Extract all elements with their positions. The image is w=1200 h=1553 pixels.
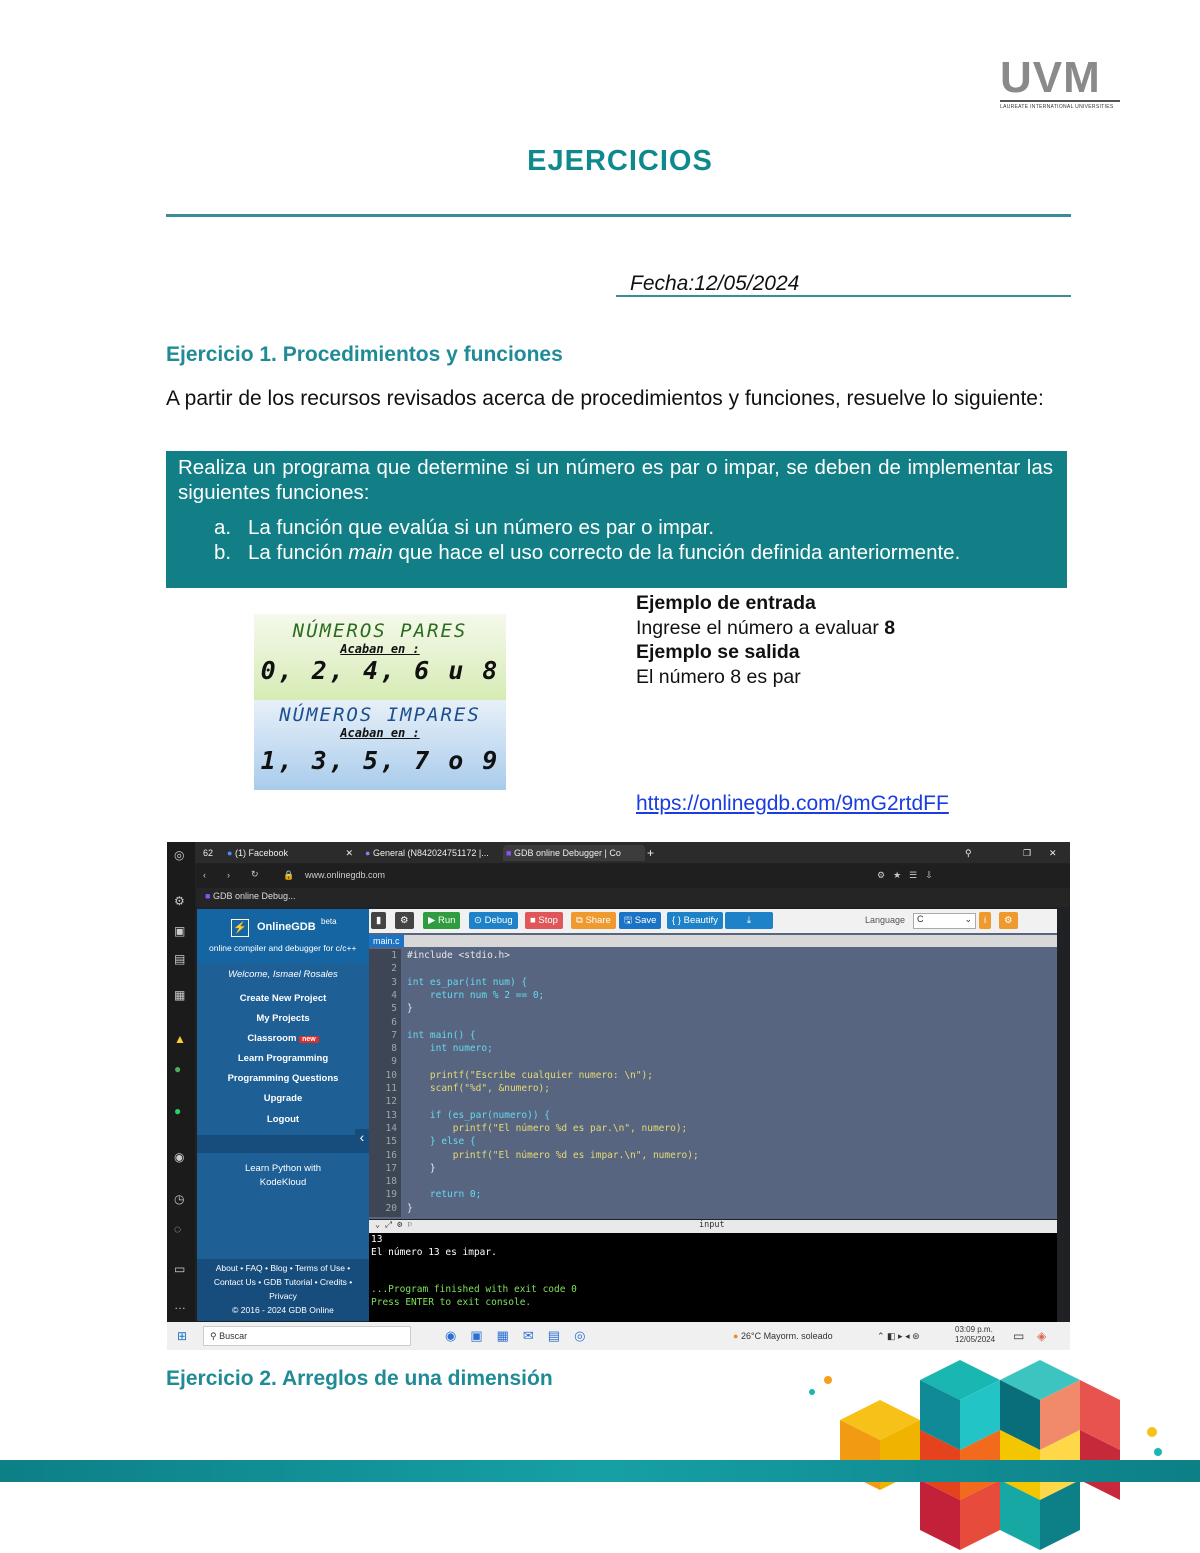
page-title: EJERCICIOS [527, 145, 713, 177]
url-bar[interactable] [197, 865, 1070, 887]
dot-4 [1154, 1448, 1162, 1456]
task-item-b-em: main [348, 541, 393, 564]
code-line [369, 1069, 1057, 1082]
code-text: return 0; [407, 1189, 482, 1201]
code-text: } [407, 1162, 436, 1174]
bookmark-gdb[interactable] [205, 891, 296, 901]
code-text: if (es_par(numero)) { [407, 1109, 550, 1121]
download-icon[interactable]: ⤓ [725, 912, 773, 929]
tray-icons[interactable]: ⌃ ◧ ▸ ◂ ⊛ [877, 1331, 920, 1341]
browser-tab-gdb[interactable] [503, 845, 645, 861]
code-line [369, 1135, 1057, 1148]
code-area[interactable] [369, 949, 1057, 1217]
weather[interactable] [733, 1331, 833, 1341]
run-label: Run [437, 915, 456, 926]
line-number: 19 [385, 1189, 397, 1201]
pares-numbers: 0, 2, 4, 6 u 8 [260, 656, 500, 685]
stop-button[interactable]: ■ Stop [525, 912, 563, 929]
line-number: 5 [391, 1003, 397, 1015]
example-output-label: Ejemplo se salida [636, 641, 800, 663]
task-item-b-marker: b. [214, 541, 232, 564]
office-icon[interactable]: ▲ [174, 1032, 186, 1046]
code-line [369, 949, 1057, 962]
line-number: 7 [391, 1029, 397, 1041]
beautify-button[interactable]: { } Beautify [667, 912, 723, 929]
brand-subtitle: online compiler and debugger for c/c++ [209, 943, 357, 953]
console-line [369, 1259, 577, 1272]
line-number: 14 [385, 1122, 397, 1134]
line-number: 1 [391, 950, 397, 961]
dot-3 [1147, 1427, 1157, 1437]
save-button[interactable]: 🖫 Save [619, 912, 661, 929]
promo-line-1[interactable]: Learn Python with [244, 1163, 322, 1174]
history-icon[interactable]: ◷ [174, 1192, 185, 1206]
line-number: 18 [385, 1176, 397, 1188]
line-number: 8 [391, 1043, 397, 1055]
code-text: return num % 2 == 0; [407, 989, 545, 1001]
numeros-pares-impares-image [254, 614, 506, 790]
code-text: int es_par(int num) { [407, 976, 528, 988]
bolt-icon: ⚡ [231, 919, 249, 937]
share-label: Share [585, 915, 611, 926]
code-text: #include <stdio.h> [407, 950, 510, 961]
title-divider [166, 214, 1071, 217]
task-list [178, 515, 1053, 565]
line-number: 20 [385, 1202, 397, 1214]
nav-create-project[interactable]: Create New Project [239, 993, 327, 1004]
line-number: 6 [391, 1016, 397, 1028]
clock-time: 03:09 p.m. [955, 1325, 993, 1334]
line-number: 9 [391, 1056, 397, 1068]
impares-numbers: 1, 3, 5, 7 o 9 [260, 746, 500, 775]
task-item-a-marker: a. [214, 516, 232, 539]
clock[interactable] [955, 1325, 995, 1345]
pares-panel [254, 614, 506, 700]
code-line [369, 976, 1057, 989]
taskbar-search[interactable] [203, 1326, 411, 1346]
bookmarks-bar [197, 888, 1070, 907]
code-line [369, 1016, 1057, 1029]
code-editor [369, 909, 1057, 1219]
line-number: 15 [385, 1136, 397, 1148]
console-title: input [699, 1220, 725, 1230]
onlinegdb-screenshot [167, 842, 1070, 1350]
downloads-icon[interactable]: ◌ [174, 1222, 182, 1236]
line-number: 10 [385, 1069, 397, 1081]
search-icon: ⚲ [210, 1331, 217, 1341]
code-line [369, 962, 1057, 975]
favorites-icon[interactable]: ⚙ [174, 894, 185, 908]
nav-my-projects[interactable]: My Projects [256, 1013, 310, 1024]
split-icon[interactable]: ▭ [174, 1262, 186, 1276]
browser-tab-general[interactable] [365, 845, 495, 861]
line-number: 17 [385, 1162, 397, 1174]
forward-icon[interactable]: › [227, 870, 230, 880]
tools-icon[interactable]: ▦ [174, 988, 186, 1002]
lock-icon: 🔒 [283, 870, 295, 880]
whatsapp-icon[interactable]: ● [174, 1104, 182, 1118]
ejercicio-2-heading: Ejercicio 2. Arreglos de una dimensión [166, 1367, 553, 1390]
debug-label: Debug [484, 915, 513, 926]
line-number: 4 [391, 989, 397, 1001]
code-line [369, 1202, 1057, 1215]
console-line: 13 [371, 1234, 383, 1245]
new-badge: new [299, 1036, 319, 1043]
code-line [369, 1122, 1057, 1135]
bottom-band [0, 1460, 1200, 1482]
search-icon[interactable]: ⚲ [965, 848, 972, 858]
code-text: printf("El número %d es par.\n", numero); [407, 1122, 688, 1134]
apps-icon[interactable]: ◉ [174, 1150, 185, 1164]
url-text[interactable]: www.onlinegdb.com [305, 870, 386, 880]
more-icon[interactable]: … [174, 1298, 186, 1312]
console-toolbar [369, 1220, 1057, 1233]
windows-start-icon[interactable]: ⊞ [177, 1329, 188, 1343]
console-line [369, 1272, 577, 1285]
tab-general-label: General (N842024751172 |... [372, 848, 489, 858]
footer-privacy[interactable]: Privacy [269, 1291, 297, 1301]
console[interactable] [369, 1220, 1057, 1322]
console-line: ...Program finished with exit code 0 [371, 1284, 577, 1295]
line-number: 3 [391, 976, 397, 988]
facebook-icon: ● [227, 848, 233, 858]
task-box [166, 451, 1067, 588]
code-line [369, 1175, 1057, 1188]
language-value: C [917, 914, 924, 924]
nav-learn-programming[interactable]: Learn Programming [237, 1053, 329, 1064]
code-line [369, 1042, 1057, 1055]
collections-icon[interactable]: ▤ [174, 952, 186, 966]
dot-2 [809, 1389, 815, 1395]
code-text: } [407, 1202, 413, 1214]
uvm-logo [1000, 53, 1120, 110]
code-line [369, 1029, 1057, 1042]
save-label: Save [634, 915, 657, 926]
task-text: Realiza un programa que determine si un número es par o impar, se deben de implementar las siguientes funciones: [178, 456, 1053, 504]
example-input-text: Ingrese el número a evaluar [636, 616, 885, 639]
decorative-cubes [800, 1360, 1200, 1553]
code-text: } else { [407, 1136, 476, 1148]
copilot-icon[interactable]: ◈ [1037, 1329, 1047, 1343]
fecha-underline [616, 295, 1071, 297]
nav-classroom-label: Classroom [247, 1033, 297, 1044]
chevron-down-icon: ⌄ [964, 914, 972, 924]
line-number: 13 [385, 1109, 397, 1121]
tab-gdb-label: GDB online Debugger | Co [513, 848, 621, 858]
gdb-icon: ■ [506, 848, 512, 858]
nav-classroom[interactable] [197, 1033, 369, 1044]
line-number: 16 [385, 1149, 397, 1161]
language-label: Language [865, 915, 906, 925]
language-select[interactable] [913, 913, 976, 929]
file-tabs [369, 935, 1057, 947]
nav-programming-questions[interactable]: Programming Questions [227, 1073, 339, 1084]
teams-icon: ● [365, 848, 371, 858]
task-item-a-text: La función que evalúa si un número es par o impar. [248, 516, 715, 539]
browser-tab-count: 62 [203, 848, 214, 858]
windows-taskbar [167, 1322, 1070, 1350]
gdb-sidebar [197, 909, 369, 1321]
code-line [369, 1055, 1057, 1068]
browser-tab-facebook[interactable] [227, 845, 357, 861]
maximize-icon[interactable]: ❐ [1023, 848, 1032, 858]
window-close-icon[interactable]: ✕ [1049, 848, 1057, 858]
brand-beta: beta [321, 917, 337, 926]
bookmark-gdb-label: GDB online Debug... [212, 891, 296, 901]
games-icon[interactable]: ● [174, 1062, 182, 1076]
edge-sidebar [167, 842, 195, 1332]
line-number: 12 [385, 1096, 397, 1108]
code-text: printf("El número %d es impar.\n", numero); [407, 1149, 699, 1161]
share-button[interactable]: ⧉ Share [571, 912, 616, 929]
browser-actions-icon[interactable]: ⚙★☰⇩ [877, 870, 941, 880]
close-icon[interactable]: ✕ [345, 848, 353, 858]
footer-links-1[interactable]: About • FAQ • Blog • Terms of Use • [215, 1263, 351, 1273]
profile-icon[interactable]: ◎ [174, 848, 185, 862]
example-input-line [636, 616, 895, 641]
code-line [369, 1002, 1057, 1015]
new-file-icon[interactable]: ▮ [371, 912, 386, 929]
notifications-icon[interactable]: ▭ [1013, 1329, 1025, 1343]
impares-panel [254, 700, 506, 790]
file-tab-main[interactable]: main.c [369, 935, 404, 947]
run-button[interactable]: ▶ Run [423, 912, 460, 929]
dot-1 [824, 1376, 832, 1384]
code-text: scanf("%d", &numero); [407, 1083, 550, 1094]
example-input-value: 8 [884, 616, 896, 639]
code-text: } [407, 1003, 413, 1015]
logo-text: UVM [1000, 53, 1101, 102]
code-line [369, 989, 1057, 1002]
refresh-icon[interactable]: ↻ [251, 869, 259, 879]
pares-title: NÚMEROS PARES [292, 620, 468, 642]
code-line [369, 1095, 1057, 1108]
impares-sub: Acaban en : [340, 726, 420, 740]
tab-facebook-label: (1) Facebook [234, 848, 288, 858]
logo-subtitle: LAUREATE INTERNATIONAL UNIVERSITIES [1000, 100, 1120, 110]
weather-text: 26°C Mayorm. soleado [740, 1331, 833, 1341]
line-number: 2 [391, 963, 397, 975]
task-item-b-pre: La función [248, 541, 349, 564]
brand-name: OnlineGDB [257, 921, 316, 933]
weather-icon: ● [733, 1331, 739, 1341]
new-tab-icon[interactable]: + [647, 846, 655, 860]
stop-label: Stop [538, 915, 558, 926]
code-text: printf("Escribe cualquier numero: \n"); [407, 1069, 653, 1081]
nav-logout[interactable]: Logout [266, 1114, 300, 1125]
code-line [369, 1188, 1057, 1201]
onlinegdb-link[interactable]: https://onlinegdb.com/9mG2rtdFF [636, 792, 949, 815]
info-icon[interactable]: i [979, 912, 991, 929]
gdb-bookmark-icon: ■ [205, 891, 211, 901]
impares-title: NÚMEROS IMPARES [279, 704, 481, 726]
task-item-b [214, 540, 1053, 565]
taskbar-apps-icon[interactable]: ◉▣▦✉▤◎ [445, 1328, 600, 1343]
fecha: Fecha:12/05/2024 [630, 272, 800, 295]
debug-button[interactable]: ⊙ Debug [469, 912, 518, 929]
code-line [369, 1109, 1057, 1122]
code-line [369, 1149, 1057, 1162]
ejercicio-1-heading: Ejercicio 1. Procedimientos y funciones [166, 343, 563, 366]
taskbar-search-text: Buscar [219, 1331, 248, 1341]
shopping-icon[interactable]: ▣ [174, 924, 186, 938]
promo-line-2[interactable]: KodeKloud [259, 1177, 307, 1188]
code-line [369, 1082, 1057, 1095]
clock-date: 12/05/2024 [955, 1335, 996, 1344]
code-text: int main() { [407, 1029, 476, 1041]
browser-tabs [167, 842, 1070, 863]
footer-copyright: © 2016 - 2024 GDB Online [232, 1305, 334, 1315]
example-block [636, 591, 895, 689]
collapse-sidebar-icon[interactable]: ‹ [355, 1129, 369, 1153]
settings-icon[interactable]: ⚙ [395, 912, 414, 929]
welcome-user: Welcome, Ismael Rosales [228, 969, 338, 980]
code-line [369, 1162, 1057, 1175]
back-icon[interactable]: ‹ [203, 870, 206, 880]
ejercicio-1-intro: A partir de los recursos revisados acerca de procedimientos y funciones, resuelve lo siguiente: [166, 387, 1044, 410]
console-tools-icon[interactable]: ⌄ ⤢ ⚙ ⚐ [375, 1220, 413, 1230]
example-input-label: Ejemplo de entrada [636, 592, 816, 614]
line-number: 11 [385, 1083, 397, 1094]
editor-toolbar [369, 909, 1057, 933]
task-item-b-post: que hace el uso correcto de la función definida anteriormente. [392, 541, 961, 564]
pares-sub: Acaban en : [340, 642, 420, 656]
console-line: Press ENTER to exit console. [371, 1296, 532, 1308]
nav-upgrade[interactable]: Upgrade [263, 1093, 303, 1104]
task-item-a [214, 515, 1053, 540]
console-line: El número 13 es impar. [371, 1246, 497, 1258]
gear-icon[interactable]: ⚙ [999, 912, 1018, 929]
gdb-brand [197, 909, 369, 963]
footer-links-2[interactable]: Contact Us • GDB Tutorial • Credits • [213, 1277, 353, 1287]
code-text: int numero; [407, 1043, 493, 1055]
sidebar-divider [197, 1135, 369, 1153]
example-output-text: El número 8 es par [636, 665, 801, 688]
